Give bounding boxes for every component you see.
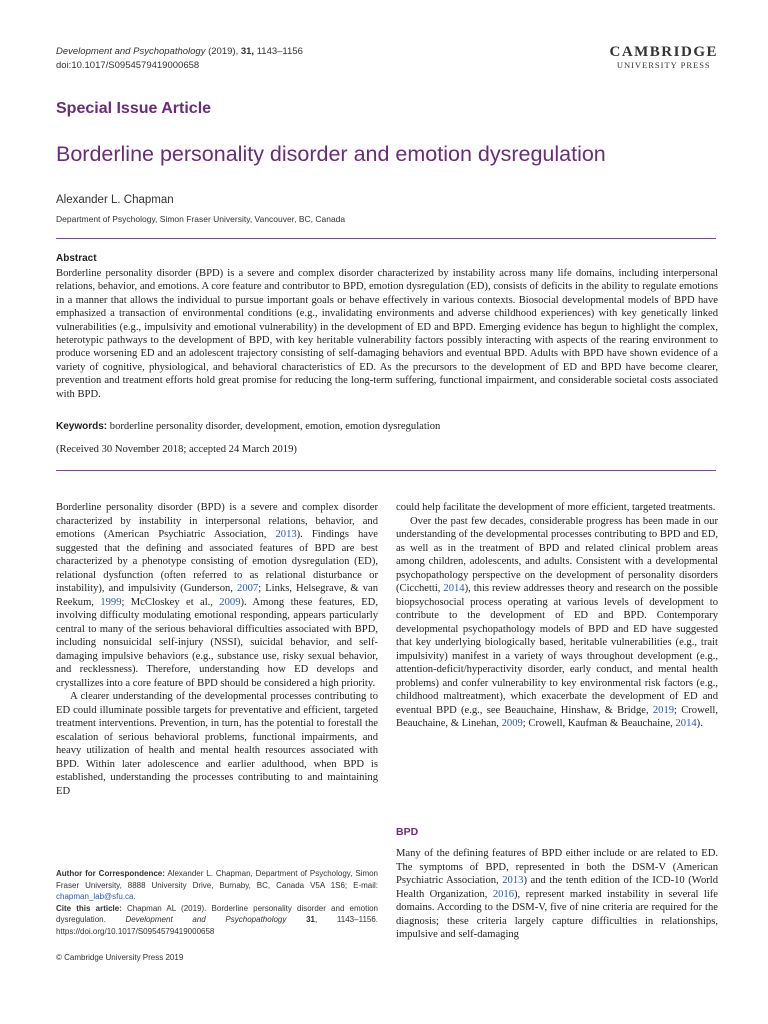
journal-pages: 1143–1156 <box>256 46 303 57</box>
divider <box>56 238 716 239</box>
keywords <box>56 421 718 432</box>
citation-link[interactable]: 2019 <box>652 704 675 716</box>
text-run: ; McCloskey et al., <box>121 596 220 608</box>
text-run: ), this review addresses theory and research on the possible biopsychosocial process operating at various levels of development to contribute to the development of ED and BPD. Contemporary developmental psychopathology models of BPD and ED have suggested that key underlying biologically based, heritable vulnerabilities (e.g., trait impulsivity) manifest in a variety of ways throughout development (e.g., attention-deficit/hyperactivity disorder, early conduct, and mental health problems) and confer vulnerability to key environmental risk factors (e.g., childhood maltreatment), which exacerbate the development of ED and eventual BPD (e.g., see Beauchaine, Hinshaw, & Bridge, <box>396 583 719 716</box>
paragraph: could help facilitate the development of more efficient, targeted treatments. <box>396 502 716 513</box>
correspondence-note <box>56 868 378 903</box>
paragraph: A clearer understanding of the developmental processes contributing to ED could illuminate possible targets for preventative and efficient, targeted treatment interventions. Prevention, in turn, has the potential to forestall the escalation of serious behavioral problems, functional impairments, and heavy utilization of health and mental health resources associated with BPD. Within later adolescence and earlier adulthood, when BPD is established, understanding the processes contributing to and maintaining ED <box>56 691 378 797</box>
footnote <box>56 868 378 937</box>
keywords-label: Keywords: <box>56 421 108 432</box>
doi-link[interactable]: , 1143–1156. https://doi.org/10.1017/S0954579419000658 <box>56 915 379 936</box>
citation-link[interactable]: 2009 <box>501 718 523 729</box>
doi-line[interactable]: doi:10.1017/S0954579419000658 <box>56 60 200 71</box>
text-run: ; Links, Helsegrave, & van Reekum, <box>56 583 378 608</box>
body-column-left <box>56 501 378 798</box>
text-run: ). Among these features, ED, involving difficulty modulating emotional responding, appears particularly central to many of the serious behavioral difficulties associated with BPD, including nonsuicidal self-injury (NSSI), suicidal behavior, and self-damaging impulsive behaviors (e.g., substance use, risky sexual behavior, and recklessness). Therefore, understanding how ED develops and crystallizes into a core feature of BPD should be considered a high priority. <box>56 596 378 689</box>
publisher-logo <box>609 44 718 70</box>
text-run: ; Crowell, Beauchaine, & Linehan, <box>396 704 718 729</box>
author-affiliation: Department of Psychology, Simon Fraser University, Vancouver, BC, Canada <box>56 214 346 224</box>
text-run: Chapman AL (2019). Borderline personality disorder and emotion dysregulation. <box>56 903 378 924</box>
citation-link[interactable]: 2007 <box>237 583 259 594</box>
citation-link[interactable]: 1999 <box>100 596 122 608</box>
issue-label: Special Issue Article <box>56 100 212 117</box>
cite-journal: Development and Psychopathology <box>125 915 287 924</box>
article-title: Borderline personality disorder and emotion dysregulation <box>56 142 606 166</box>
text-run: ) and the tenth edition of the ICD-10 (World Health Organization, <box>396 875 719 900</box>
publisher-name: CAMBRIDGE <box>609 44 718 60</box>
body-column-right-section <box>396 847 718 942</box>
email-link[interactable]: chapman_lab@sfu.ca <box>56 892 134 901</box>
divider <box>56 470 716 471</box>
citation-link[interactable]: 2009 <box>219 596 241 608</box>
text-run: Many of the defining features of BPD either include or are related to ED. The symptoms of BPD, represented in both the DSM-V (American Psychiatric Association, <box>396 848 718 886</box>
text-run: Over the past few decades, considerable progress has been made in our understanding of the developmental processes contributing to BPD and ED, as well as in the treatment of BPD and related clinical problem areas among children, adolescents, and adults. Consistent with a developmental psychopathology perspective on the development of personality disorders (Cicchetti, <box>396 515 718 594</box>
body-column-right <box>396 501 718 731</box>
author-name: Alexander L. Chapman <box>56 194 174 206</box>
publisher-subname: UNIVERSITY PRESS <box>616 60 711 70</box>
text-run: . <box>133 892 136 901</box>
paragraph <box>396 515 718 731</box>
citation-link[interactable]: 2013 <box>502 875 524 886</box>
cite-volume: 31 <box>306 915 315 924</box>
journal-name: Development and Psychopathology <box>56 46 206 57</box>
citation-note <box>56 903 378 938</box>
text-run: Borderline personality disorder (BPD) is a severe and complex disorder characterized by instability in interpersonal relations, behavior, and emotions (American Psychiatric Association, <box>56 502 378 540</box>
abstract-text: Borderline personality disorder (BPD) is a severe and complex disorder characterized by instability across many life domains, including interpersonal relations, behavior, and emotions. A core feature and contributor to BPD, emotion dysregulation (ED), consists of deficits in the ability to regulate emotions in a manner that allows the individual to pursue important goals or behave effectively in various contexts. Biosocial developmental models of BPD have emphasized a transaction of environmental conditions (e.g., invalidating environments and adverse childhood experiences) with key genetically linked vulnerabilities (e.g., impulsivity and emotional vulnerability) in the development of ED and BPD. Emerging evidence has begun to highlight the complex, heterotypic pathways to the development of BPD, with key heritable vulnerability factors possibly interacting with aspects of the rearing environment to produce worsening ED and an adolescent trajectory consisting of self-damaging behaviors and eventual BPD. Adults with BPD have shown evidence of a variety of cognitive, physiological, and behavioral characteristics of ED. As the precursors to the development of ED and BPD have become clearer, prevention and treatment efforts hold great promise for reducing the long-term suffering, functional impairment, and considerable societal costs associated with BPD. <box>56 268 718 400</box>
abstract-heading: Abstract <box>56 253 97 264</box>
text-run: ), represent marked instability in several life domains. According to the DSM-V, five of nine criteria are required for the diagnosis; these criteria largely capture difficulties in relationships, impulsive and self-damaging <box>396 888 718 940</box>
text-run: Alexander L. Chapman, Department of Psychology, Simon Fraser University, 8888 University Drive, Burnaby, BC, Canada V5A 1S6; E-mail: <box>56 869 379 890</box>
text-run: ). Findings have suggested that the defining and associated features of BPD are best characterized by a phenotype consisting of emotion dysregulation (ED), relational dysfunction (often referred to as relational disturbance or instability), and impulsivity (Gunderson, <box>56 529 379 594</box>
received-dates: (Received 30 November 2018; accepted 24 March 2019) <box>56 444 297 455</box>
keywords-text: borderline personality disorder, development, emotion, emotion dysregulation <box>109 421 441 432</box>
copyright: © Cambridge University Press 2019 <box>56 953 184 962</box>
journal-year: (2019), <box>208 46 239 57</box>
paragraph <box>56 501 378 690</box>
citation-link[interactable]: 2016 <box>492 888 515 900</box>
journal-volume: 31, <box>240 46 255 57</box>
citation-link[interactable]: 2014 <box>675 718 697 729</box>
citation-link[interactable]: 2013 <box>275 529 297 540</box>
text-run: ; Crowell, Kaufman & Beauchaine, <box>522 718 676 729</box>
text-run: ). <box>696 718 703 729</box>
paragraph <box>396 847 718 942</box>
section-heading-bpd: BPD <box>396 826 419 838</box>
journal-citation-line <box>56 46 303 57</box>
correspondence-label: Author for Correspondence: <box>56 869 165 878</box>
cite-label: Cite this article: <box>56 903 122 913</box>
citation-link[interactable]: 2014 <box>443 583 465 594</box>
